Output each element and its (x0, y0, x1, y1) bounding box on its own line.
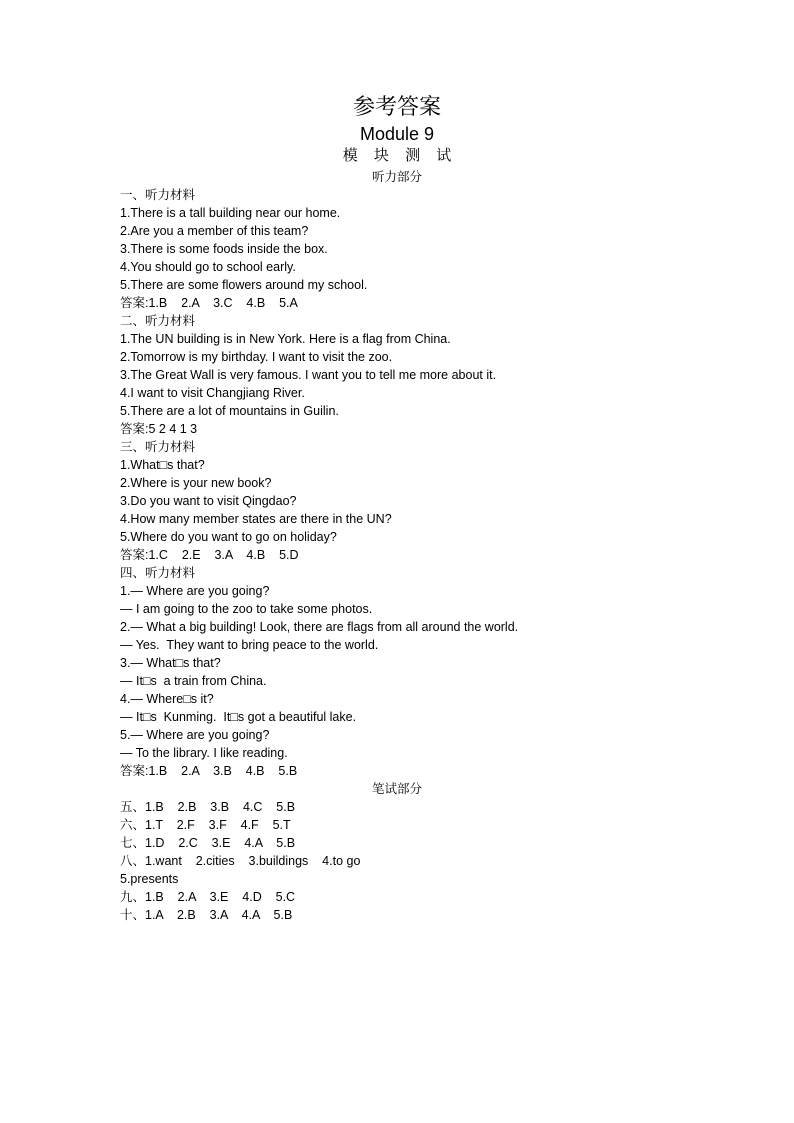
listening-line: 答案:1.B 2.A 3.B 4.B 5.B (120, 764, 298, 778)
listening-line: 2.Tomorrow is my birthday. I want to visit the zoo. (120, 350, 393, 364)
listening-line: 1.— Where are you going? (120, 584, 270, 598)
listening-line: — Yes. They want to bring peace to the world. (120, 638, 379, 652)
listening-line: 四、听力材料 (120, 566, 196, 580)
listening-line: 三、听力材料 (120, 440, 196, 454)
listening-line: 2.Are you a member of this team? (120, 224, 309, 238)
listening-line: — I am going to the zoo to take some photos. (120, 602, 373, 616)
written-heading: 笔试部分 (371, 782, 422, 796)
listening-heading: 听力部分 (371, 170, 422, 184)
listening-line: 1.What□s that? (120, 458, 205, 472)
listening-line: 4.I want to visit Changjiang River. (120, 386, 305, 400)
listening-line: 4.— Where□s it? (120, 692, 214, 706)
written-line: 五、1.B 2.B 3.B 4.C 5.B (120, 800, 296, 814)
listening-line: 3.— What□s that? (120, 656, 221, 670)
listening-line: 5.There are a lot of mountains in Guilin. (120, 404, 339, 418)
listening-line: 4.How many member states are there in the UN? (120, 512, 392, 526)
listening-line: 4.You should go to school early. (120, 260, 296, 274)
test-subtitle: 模 块 测 试 (342, 147, 458, 164)
listening-line: 二、听力材料 (120, 314, 196, 328)
listening-line: 1.There is a tall building near our home. (120, 206, 341, 220)
listening-line: 2.Where is your new book? (120, 476, 272, 490)
listening-line: 2.— What a big building! Look, there are flags from all around the world. (120, 620, 519, 634)
page-title: 参考答案 (352, 95, 441, 120)
written-line: 六、1.T 2.F 3.F 4.F 5.T (120, 818, 291, 832)
listening-line: 答案:5 2 4 1 3 (120, 422, 198, 436)
listening-line: 5.— Where are you going? (120, 728, 270, 742)
listening-line: 3.The Great Wall is very famous. I want you to tell me more about it. (120, 368, 497, 382)
written-line: 七、1.D 2.C 3.E 4.A 5.B (120, 836, 296, 850)
listening-line: 一、听力材料 (120, 188, 196, 202)
listening-line: 1.The UN building is in New York. Here is a flag from China. (120, 332, 451, 346)
written-line: 十、1.A 2.B 3.A 4.A 5.B (120, 908, 293, 922)
listening-line: — It□s a train from China. (120, 674, 267, 688)
listening-line: 3.Do you want to visit Qingdao? (120, 494, 297, 508)
listening-section (120, 186, 720, 780)
module-title: Module 9 (359, 124, 435, 144)
written-line: 5.presents (120, 872, 179, 886)
listening-line: 答案:1.B 2.A 3.C 4.B 5.A (120, 296, 298, 310)
listening-line: — To the library. I like reading. (120, 746, 288, 760)
listening-line: — It□s Kunming. It□s got a beautiful lake. (120, 710, 357, 724)
written-line: 八、1.want 2.cities 3.buildings 4.to go (120, 854, 361, 868)
listening-line: 5.There are some flowers around my school. (120, 278, 368, 292)
listening-line: 答案:1.C 2.E 3.A 4.B 5.D (120, 548, 299, 562)
listening-line: 5.Where do you want to go on holiday? (120, 530, 337, 544)
listening-line: 3.There is some foods inside the box. (120, 242, 328, 256)
written-section (120, 798, 720, 924)
written-line: 九、1.B 2.A 3.E 4.D 5.C (120, 890, 296, 904)
